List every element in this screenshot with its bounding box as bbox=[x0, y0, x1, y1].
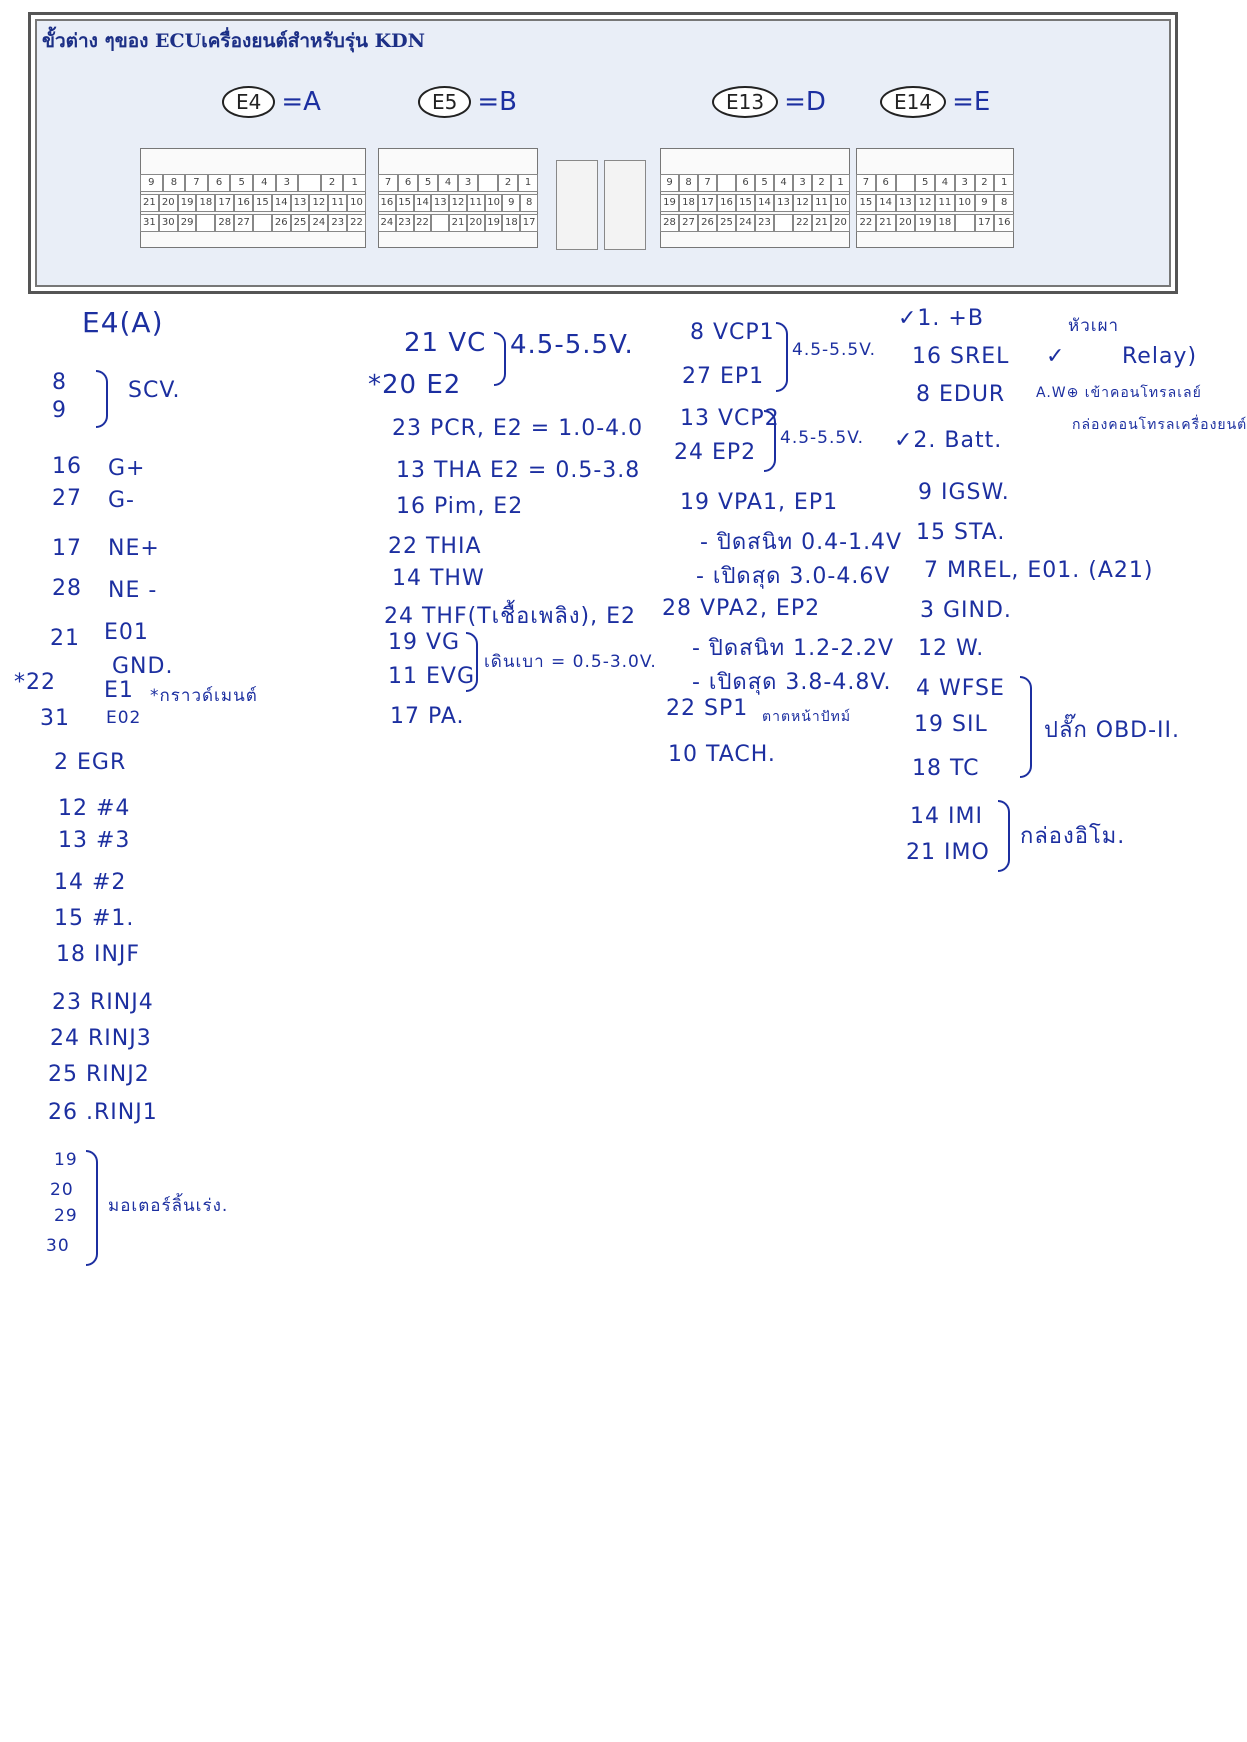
pin-number: 23 bbox=[396, 214, 414, 232]
note: 7 MREL, E01. (A21) bbox=[924, 558, 1154, 583]
note: GND. bbox=[112, 654, 174, 679]
pin-number: 7 bbox=[378, 174, 398, 192]
note: 16 Pim, E2 bbox=[396, 494, 524, 519]
pin-row bbox=[378, 194, 538, 212]
note: - เปิดสุด 3.8-4.8V. bbox=[692, 670, 892, 695]
note: NE+ bbox=[108, 536, 160, 561]
note: 27 bbox=[52, 486, 82, 511]
pin-number: 10 bbox=[955, 194, 975, 212]
pin-number: 20 bbox=[896, 214, 916, 232]
connector-tag-e4 bbox=[222, 86, 321, 118]
pin-number: 23 bbox=[755, 214, 774, 232]
note: 18 TC bbox=[912, 756, 980, 781]
pin-number: 8 bbox=[520, 194, 538, 212]
pin-number: 20 bbox=[159, 194, 178, 212]
note: 14 #2 bbox=[54, 870, 127, 895]
pin-number: 1 bbox=[831, 174, 850, 192]
note: SCV. bbox=[128, 378, 181, 403]
note: *20 E2 bbox=[368, 370, 462, 400]
col1-title: E4(A) bbox=[82, 306, 164, 339]
note: E1 bbox=[104, 678, 134, 703]
pin-number: 2 bbox=[975, 174, 995, 192]
pin-number: 25 bbox=[291, 214, 310, 232]
pin-number: 11 bbox=[812, 194, 831, 212]
connector-a bbox=[140, 148, 366, 248]
pin-number: 10 bbox=[831, 194, 850, 212]
pin-number: 21 bbox=[449, 214, 467, 232]
pin-number: 17 bbox=[975, 214, 995, 232]
pin-number: 1 bbox=[994, 174, 1014, 192]
pin-number: 2 bbox=[321, 174, 344, 192]
connector-code: E13 bbox=[712, 86, 778, 118]
note: 29 bbox=[54, 1206, 78, 1226]
pin-number: 15 bbox=[736, 194, 755, 212]
note: 27 EP1 bbox=[682, 364, 765, 389]
pin-number: 3 bbox=[793, 174, 812, 192]
pin-row bbox=[140, 194, 366, 212]
pin-number: 9 bbox=[502, 194, 520, 212]
pin-number: 10 bbox=[347, 194, 366, 212]
pin-number: 18 bbox=[679, 194, 698, 212]
note: 16 bbox=[52, 454, 82, 479]
note: 11 EVG bbox=[388, 664, 475, 689]
note: NE - bbox=[108, 578, 158, 603]
note: 19 VPA1, EP1 bbox=[680, 490, 839, 515]
pin-number: 18 bbox=[502, 214, 520, 232]
pin-number: 5 bbox=[418, 174, 438, 192]
pin-number bbox=[896, 174, 916, 192]
diagram-title: ขั้วต่าง ๆของ ECUเครื่องยนต์สำหรับรุ่น KDN bbox=[42, 30, 426, 52]
note: 19 bbox=[54, 1150, 78, 1170]
note: 4.5-5.5V. bbox=[780, 428, 865, 448]
pin-number: 7 bbox=[856, 174, 876, 192]
connector-b bbox=[378, 148, 538, 248]
note: 12 #4 bbox=[58, 796, 131, 821]
pin-number: 13 bbox=[291, 194, 310, 212]
pin-number: 7 bbox=[698, 174, 717, 192]
note: 16 SREL bbox=[912, 344, 1010, 369]
pin-number: 23 bbox=[328, 214, 347, 232]
note: 15 STA. bbox=[916, 520, 1006, 545]
note: 13 #3 bbox=[58, 828, 131, 853]
pin-number: 7 bbox=[185, 174, 208, 192]
pin-number: 17 bbox=[215, 194, 234, 212]
note: 31 bbox=[40, 706, 70, 731]
pin-number: 27 bbox=[679, 214, 698, 232]
note: E02 bbox=[106, 708, 142, 728]
connector-tag-e14 bbox=[880, 86, 990, 118]
pin-number: 16 bbox=[717, 194, 736, 212]
note: 13 THA E2 = 0.5-3.8 bbox=[396, 458, 641, 483]
pin-number: 13 bbox=[431, 194, 449, 212]
note: 4 WFSE bbox=[916, 676, 1005, 701]
pin-number: 4 bbox=[253, 174, 276, 192]
pin-number: 8 bbox=[994, 194, 1014, 212]
pin-number: 18 bbox=[196, 194, 215, 212]
pin-number: 20 bbox=[831, 214, 850, 232]
pin-number: 3 bbox=[955, 174, 975, 192]
pin-number: 16 bbox=[378, 194, 396, 212]
pin-number: 25 bbox=[717, 214, 736, 232]
connector-tag-e5 bbox=[418, 86, 517, 118]
note: หัวเผา bbox=[1068, 316, 1120, 336]
note: 8 bbox=[52, 370, 67, 395]
pin-number: 19 bbox=[915, 214, 935, 232]
pin-row bbox=[378, 214, 538, 232]
pin-number: 6 bbox=[736, 174, 755, 192]
pin-number: 12 bbox=[793, 194, 812, 212]
pin-number: 27 bbox=[234, 214, 253, 232]
note: 24 RINJ3 bbox=[50, 1026, 152, 1051]
pin-number: 11 bbox=[467, 194, 485, 212]
pin-number bbox=[298, 174, 321, 192]
pin-number: 5 bbox=[755, 174, 774, 192]
note: 18 INJF bbox=[56, 942, 141, 967]
connector-code: E14 bbox=[880, 86, 946, 118]
pin-number: 11 bbox=[328, 194, 347, 212]
pin-row bbox=[378, 174, 538, 192]
pin-number: 9 bbox=[140, 174, 163, 192]
pin-number: 3 bbox=[276, 174, 299, 192]
connector-alias: =D bbox=[784, 87, 826, 117]
pin-row bbox=[856, 194, 1014, 212]
note: 24 EP2 bbox=[674, 440, 757, 465]
pin-number: 15 bbox=[253, 194, 272, 212]
note: 21 bbox=[50, 626, 80, 651]
pin-number: 21 bbox=[140, 194, 159, 212]
note: 8 EDUR bbox=[916, 382, 1006, 407]
pin-number: 19 bbox=[485, 214, 503, 232]
pin-number: 2 bbox=[498, 174, 518, 192]
pin-number: 6 bbox=[208, 174, 231, 192]
pin-number: 4 bbox=[438, 174, 458, 192]
note: กล่องคอนโทรลเครื่องยนต์ bbox=[1072, 417, 1247, 433]
pin-row bbox=[856, 174, 1014, 192]
note: ✓ bbox=[1046, 344, 1066, 369]
note: ✓1. +B bbox=[898, 306, 984, 331]
note: 4.5-5.5V. bbox=[792, 340, 877, 360]
pin-number bbox=[955, 214, 975, 232]
pin-number: 9 bbox=[660, 174, 679, 192]
note: 25 RINJ2 bbox=[48, 1062, 150, 1087]
note: G+ bbox=[108, 456, 146, 481]
note: 23 RINJ4 bbox=[52, 990, 154, 1015]
note: 20 bbox=[50, 1180, 74, 1200]
connector-blank-1 bbox=[556, 160, 598, 250]
pin-number: 21 bbox=[812, 214, 831, 232]
note: 21 VC bbox=[404, 328, 487, 358]
note: 15 #1. bbox=[54, 906, 135, 931]
pin-row bbox=[660, 214, 850, 232]
pin-number: 24 bbox=[309, 214, 328, 232]
note: G- bbox=[108, 488, 135, 513]
note: ✓2. Batt. bbox=[894, 428, 1003, 453]
note: กล่องอิโม. bbox=[1020, 824, 1126, 849]
note: 4.5-5.5V. bbox=[510, 330, 634, 360]
connector-code: E4 bbox=[222, 86, 275, 118]
pin-number bbox=[774, 214, 793, 232]
note: A.W⊕ เข้าคอนโทรลเลย์ bbox=[1036, 385, 1202, 401]
note: 17 bbox=[52, 536, 82, 561]
pin-number: 12 bbox=[449, 194, 467, 212]
pin-row bbox=[140, 174, 366, 192]
pin-number: 22 bbox=[414, 214, 432, 232]
connector-alias: =E bbox=[952, 87, 991, 117]
pin-number: 31 bbox=[140, 214, 159, 232]
pin-number: 12 bbox=[915, 194, 935, 212]
pin-number bbox=[717, 174, 736, 192]
pin-number: 1 bbox=[343, 174, 366, 192]
note: *22 bbox=[14, 670, 56, 695]
pin-number: 24 bbox=[736, 214, 755, 232]
pin-number: 22 bbox=[856, 214, 876, 232]
note: Relay) bbox=[1122, 344, 1198, 369]
note: 3 GIND. bbox=[920, 598, 1012, 623]
note: 28 bbox=[52, 576, 82, 601]
note: - ปิดสนิท 0.4-1.4V bbox=[700, 530, 903, 555]
pin-number: 10 bbox=[485, 194, 503, 212]
pin-number: 5 bbox=[915, 174, 935, 192]
note: 30 bbox=[46, 1236, 70, 1256]
note: - ปิดสนิท 1.2-2.2V bbox=[692, 636, 895, 661]
pin-number: 2 bbox=[812, 174, 831, 192]
pin-number: 13 bbox=[896, 194, 916, 212]
pin-number: 14 bbox=[876, 194, 896, 212]
pin-number: 21 bbox=[876, 214, 896, 232]
pin-number: 18 bbox=[935, 214, 955, 232]
pin-number: 11 bbox=[935, 194, 955, 212]
note: 14 IMI bbox=[910, 804, 983, 829]
connector-alias: =A bbox=[281, 87, 321, 117]
pin-number: 9 bbox=[975, 194, 995, 212]
pin-number: 22 bbox=[347, 214, 366, 232]
pin-number bbox=[253, 214, 272, 232]
pin-number: 22 bbox=[793, 214, 812, 232]
pin-number: 8 bbox=[679, 174, 698, 192]
pin-row bbox=[660, 194, 850, 212]
note: มอเตอร์ลิ้นเร่ง. bbox=[108, 1196, 229, 1216]
note: E01 bbox=[104, 620, 149, 645]
pin-number: 16 bbox=[994, 214, 1014, 232]
pin-row bbox=[140, 214, 366, 232]
note: 12 W. bbox=[918, 636, 985, 661]
pin-number: 19 bbox=[660, 194, 679, 212]
pin-number: 3 bbox=[458, 174, 478, 192]
pin-number: 14 bbox=[755, 194, 774, 212]
pin-number: 6 bbox=[398, 174, 418, 192]
pin-number: 28 bbox=[215, 214, 234, 232]
pin-number: 15 bbox=[856, 194, 876, 212]
note: 13 VCP2 bbox=[680, 406, 780, 431]
pin-number: 14 bbox=[414, 194, 432, 212]
note: 2 EGR bbox=[54, 750, 127, 775]
pin-number: 24 bbox=[378, 214, 396, 232]
pin-number: 30 bbox=[159, 214, 178, 232]
pin-number: 6 bbox=[876, 174, 896, 192]
connector-blank-2 bbox=[604, 160, 646, 250]
connector-d bbox=[660, 148, 850, 248]
pin-number: 26 bbox=[272, 214, 291, 232]
pin-number: 4 bbox=[935, 174, 955, 192]
note: *กราวด์เมนต์ bbox=[150, 686, 258, 706]
note: 9 bbox=[52, 398, 67, 423]
note: 9 IGSW. bbox=[918, 480, 1010, 505]
pin-number: 1 bbox=[518, 174, 538, 192]
connector-tag-e13 bbox=[712, 86, 826, 118]
note: 14 THW bbox=[392, 566, 485, 591]
pin-number: 19 bbox=[178, 194, 197, 212]
pin-number: 28 bbox=[660, 214, 679, 232]
pin-number: 15 bbox=[396, 194, 414, 212]
pin-number: 17 bbox=[520, 214, 538, 232]
pin-row bbox=[660, 174, 850, 192]
note: ปลั๊ก OBD-II. bbox=[1044, 718, 1181, 743]
note: 28 VPA2, EP2 bbox=[662, 596, 821, 621]
note: - เปิดสุด 3.0-4.6V bbox=[696, 564, 891, 589]
note: 17 PA. bbox=[390, 704, 465, 729]
note: 8 VCP1 bbox=[690, 320, 775, 345]
pin-number: 14 bbox=[272, 194, 291, 212]
pin-number bbox=[478, 174, 498, 192]
pin-number: 20 bbox=[467, 214, 485, 232]
note: 23 PCR, E2 = 1.0-4.0 bbox=[392, 416, 644, 441]
note: ตาตหน้าปัทม์ bbox=[762, 709, 852, 725]
pin-number bbox=[196, 214, 215, 232]
note: 24 THF(Tเชื้อเพลิง), E2 bbox=[384, 604, 637, 629]
pin-number: 16 bbox=[234, 194, 253, 212]
connector-code: E5 bbox=[418, 86, 471, 118]
pin-number: 8 bbox=[163, 174, 186, 192]
note: เดินเบา = 0.5-3.0V. bbox=[484, 652, 657, 672]
pin-number: 12 bbox=[309, 194, 328, 212]
pin-number: 4 bbox=[774, 174, 793, 192]
note: 19 SIL bbox=[914, 712, 988, 737]
pin-number: 5 bbox=[230, 174, 253, 192]
note: 19 VG bbox=[388, 630, 461, 655]
connector-e bbox=[856, 148, 1014, 248]
pin-number: 13 bbox=[774, 194, 793, 212]
connector-alias: =B bbox=[477, 87, 517, 117]
pin-number bbox=[431, 214, 449, 232]
pin-number: 29 bbox=[178, 214, 197, 232]
pin-row bbox=[856, 214, 1014, 232]
pin-number: 17 bbox=[698, 194, 717, 212]
note: 26 .RINJ1 bbox=[48, 1100, 158, 1125]
note: 22 THIA bbox=[388, 534, 482, 559]
note: 10 TACH. bbox=[668, 742, 776, 767]
pin-number: 26 bbox=[698, 214, 717, 232]
note: 22 SP1 bbox=[666, 696, 749, 721]
note: 21 IMO bbox=[906, 840, 990, 865]
